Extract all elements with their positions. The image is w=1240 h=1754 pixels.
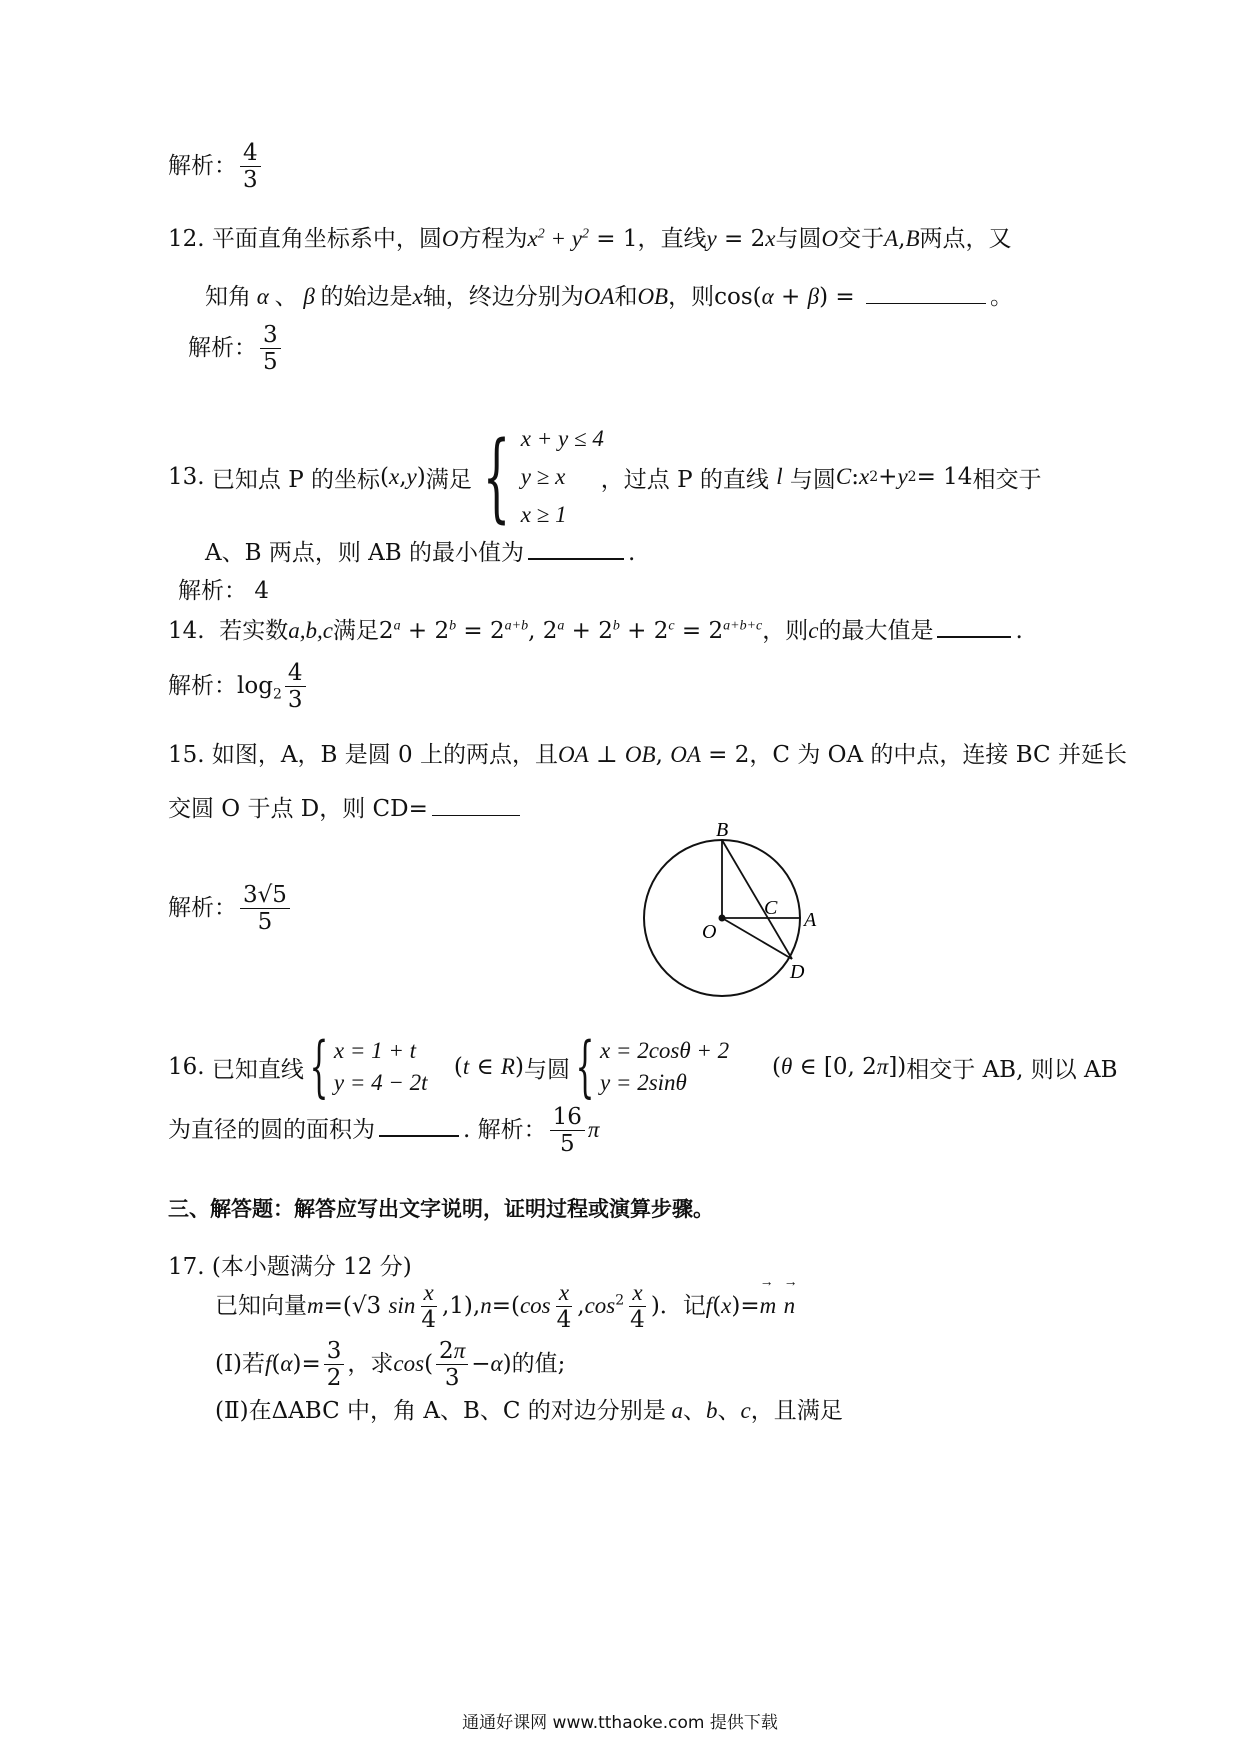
- q12-text: 知角: [205, 284, 251, 310]
- frac-numerator: 4: [285, 660, 306, 687]
- question-number: 12.: [168, 226, 205, 252]
- section-heading: 三、解答题：解答应写出文字说明，证明过程或演算步骤。: [168, 1197, 714, 1221]
- q17-part1: (I)若f(α)= $\frac{3}{2}$ ，求cos( $\frac{2\pi}{3}$ −α)的值;: [215, 1338, 566, 1392]
- q13-text: A、B 两点，则 AB 的最小值为: [205, 540, 524, 566]
- q14-line1: 14. 若实数a,b,c满足$2^a + 2^b = 2^{a+b}$, $2^a + 2^b + 2^c = 2^{a+b+c}$，则c的最大值是 .: [168, 618, 1023, 644]
- constraint-2: y ≥ x: [520, 464, 566, 489]
- answer-log: log: [237, 672, 273, 699]
- q12-line1: 12. 平面直角坐标系中，圆O方程为$x^2 + y^2 = 1$，直线y = 2x与圆O交于A,B两点，又: [168, 226, 1012, 252]
- question-number: 15.: [168, 742, 205, 768]
- param-y: y = 2sinθ: [599, 1070, 687, 1095]
- q14-answer: 解析：$\log_2$ $\frac{4}{3}$: [168, 660, 309, 714]
- q17-text: (I)若: [215, 1350, 266, 1377]
- q14-text: 的最大值是: [818, 618, 934, 644]
- q12-text: 与圆: [775, 226, 822, 252]
- q12-text: 和: [614, 284, 638, 310]
- answer-pi: π: [587, 1116, 600, 1142]
- q17-text: ，求: [347, 1350, 394, 1377]
- jiexi-label: 解析：: [178, 578, 247, 604]
- q12-line2: 知角 α 、 β 的始边是x轴，终边分别为OA和OB，则cos(α + β) = 。: [205, 284, 1013, 310]
- param-x: x = 1 + t: [333, 1038, 417, 1063]
- q16-text: 为直径的圆的面积为: [168, 1116, 375, 1143]
- q12-text: 交于: [838, 226, 885, 252]
- math-line-eq: y: [706, 226, 717, 251]
- q15-text: 如图，A，B 是圆 0 上的两点，且: [211, 742, 558, 768]
- constraint-1: x + y ≤ 4: [520, 426, 604, 451]
- q17-text: 已知向量: [215, 1292, 307, 1319]
- circle-parametric: [570, 1028, 750, 1105]
- line-parametric: [304, 1028, 444, 1105]
- q16-text: 已知直线: [211, 1056, 304, 1083]
- label-O: O: [702, 921, 717, 943]
- point-O: [719, 915, 726, 922]
- frac-denominator: 5: [257, 909, 273, 936]
- answer-blank: [866, 302, 986, 304]
- q12-text: 平面直角坐标系中，圆: [211, 226, 442, 252]
- jiexi-label: 解析：: [188, 334, 257, 361]
- score-note: (本小题满分 12 分): [211, 1254, 412, 1280]
- frac-denominator: 5: [559, 1131, 575, 1158]
- q13-line2: [205, 534, 635, 567]
- q15-line2: [168, 790, 524, 823]
- q11-answer: [168, 140, 264, 194]
- frac-numerator: 16: [550, 1104, 585, 1131]
- left-brace: {: [575, 1028, 595, 1105]
- q16-line1: 16. 已知直线 { x = 1 + t y = 4 − 2t (t ∈ R) 与圆 { x = 2cosθ + 2 y = 2sinθ (θ ∈ [0, 2π]) 相交于 AB, 则以 AB: [168, 1028, 1118, 1105]
- q17-line1: 已知向量m=(√3 sin $\frac{x}{4}$ ,1),n=(cos $\frac{x}{4}$ $,\cos^2$ $\frac{x}{4}$ )．记f(x)=→ m → n: [215, 1280, 795, 1334]
- q14-text: 满足: [332, 618, 379, 644]
- segment-OD: [722, 918, 792, 959]
- q12-text: ，直线: [637, 226, 707, 252]
- answer-blank: [937, 635, 1011, 638]
- page-footer: 通通好课网 www.tthaoke.com 提供下载: [462, 1713, 778, 1733]
- q12-answer: [188, 322, 284, 376]
- answer-blank: [528, 557, 624, 560]
- q14-text: ，则: [762, 618, 809, 644]
- q15-line1: 15. 如图，A，B 是圆 0 上的两点，且OA ⊥ OB, OA = 2，C 为 OA 的中点，连接 BC 并延长: [168, 742, 1127, 768]
- frac-denominator: 3: [243, 167, 258, 194]
- q17-header: [168, 1248, 412, 1281]
- q12-text: 方程为: [458, 226, 528, 252]
- param-y: y = 4 − 2t: [333, 1070, 428, 1095]
- q13-answer: [178, 572, 269, 605]
- q16-text: 与圆: [523, 1056, 570, 1083]
- frac-numerator: 3√5: [240, 882, 290, 909]
- math-AB: A: [884, 226, 899, 251]
- label-B: B: [716, 819, 729, 841]
- answer-blank: [432, 814, 520, 816]
- q15-answer: [168, 882, 293, 936]
- q16-text: . 解析：: [463, 1116, 547, 1143]
- answer-blank: [379, 1134, 459, 1137]
- question-number: 13.: [168, 464, 205, 490]
- frac-denominator: 3: [287, 687, 303, 714]
- frac-numerator: 4: [240, 140, 261, 167]
- math-O: O: [441, 226, 459, 251]
- question-number: 14.: [168, 618, 205, 644]
- q17-text: (Ⅱ)在ΔABC 中，角 A、B、C 的对边分别是: [215, 1398, 666, 1424]
- constraint-3: x ≥ 1: [520, 502, 567, 527]
- q16-line2: [168, 1104, 599, 1158]
- q13-text: 满足: [425, 466, 472, 493]
- q17-part2: (Ⅱ)在ΔABC 中，角 A、B、C 的对边分别是 a、b、c，且满足: [215, 1398, 843, 1424]
- q13-line1: 13. 已知点 P 的坐标 ( x , y ) 满足 { x + y ≤ 4 y ≥ x x ≥ 1 ，过点 P 的直线 l 与圆 C : x 2 + y 2 = 14 相交于: [168, 421, 1042, 533]
- q15-text: ，C 为 OA 的中点，连接 BC 并延长: [749, 742, 1127, 768]
- jiexi-label: 解析：: [168, 672, 237, 699]
- q17-text: ，且满足: [750, 1398, 843, 1424]
- question-number: 16.: [168, 1054, 205, 1080]
- q16-text: 相交于 AB, 则以 AB: [906, 1056, 1118, 1083]
- q12-text: 两点，又: [919, 226, 1012, 252]
- frac-numerator: 3: [260, 322, 281, 349]
- q12-text: 的始边是: [320, 284, 413, 310]
- left-brace: {: [482, 421, 511, 533]
- label-D: D: [790, 961, 805, 983]
- frac-denominator: 5: [263, 349, 278, 376]
- q13-text: 与圆: [789, 466, 836, 493]
- math-alpha: α: [251, 284, 275, 309]
- answer-value: 4: [254, 578, 269, 604]
- q14-text: .: [1015, 618, 1023, 644]
- question-number: 17.: [168, 1254, 205, 1280]
- q12-text: 。: [989, 284, 1013, 310]
- label-A: A: [804, 909, 817, 931]
- constraint-system: [472, 420, 604, 534]
- q17-text: 的值;: [511, 1350, 566, 1377]
- q12-text: 轴，终边分别为: [422, 284, 584, 310]
- jiexi-label: 解析：: [168, 152, 237, 179]
- circle-figure: [630, 816, 840, 1006]
- q13-text: 相交于: [972, 466, 1042, 493]
- q13-text: .: [627, 540, 636, 566]
- q15-text: 交圆 O 于点 D，则 CD=: [168, 796, 428, 822]
- left-brace: {: [309, 1028, 329, 1105]
- q13-text: ，过点 P 的直线: [600, 466, 769, 493]
- label-C: C: [764, 897, 778, 919]
- jiexi-label: 解析：: [168, 894, 237, 921]
- math-circle-eq: $x^2 + y^2$: [527, 226, 589, 251]
- q14-text: 若实数: [219, 618, 289, 644]
- q13-text: 已知点 P 的坐标: [211, 466, 380, 493]
- segment-BD: [722, 840, 792, 959]
- param-x: x = 2cosθ + 2: [599, 1038, 730, 1063]
- q17-text: ．记: [659, 1292, 706, 1319]
- q12-text: ，则: [668, 284, 715, 310]
